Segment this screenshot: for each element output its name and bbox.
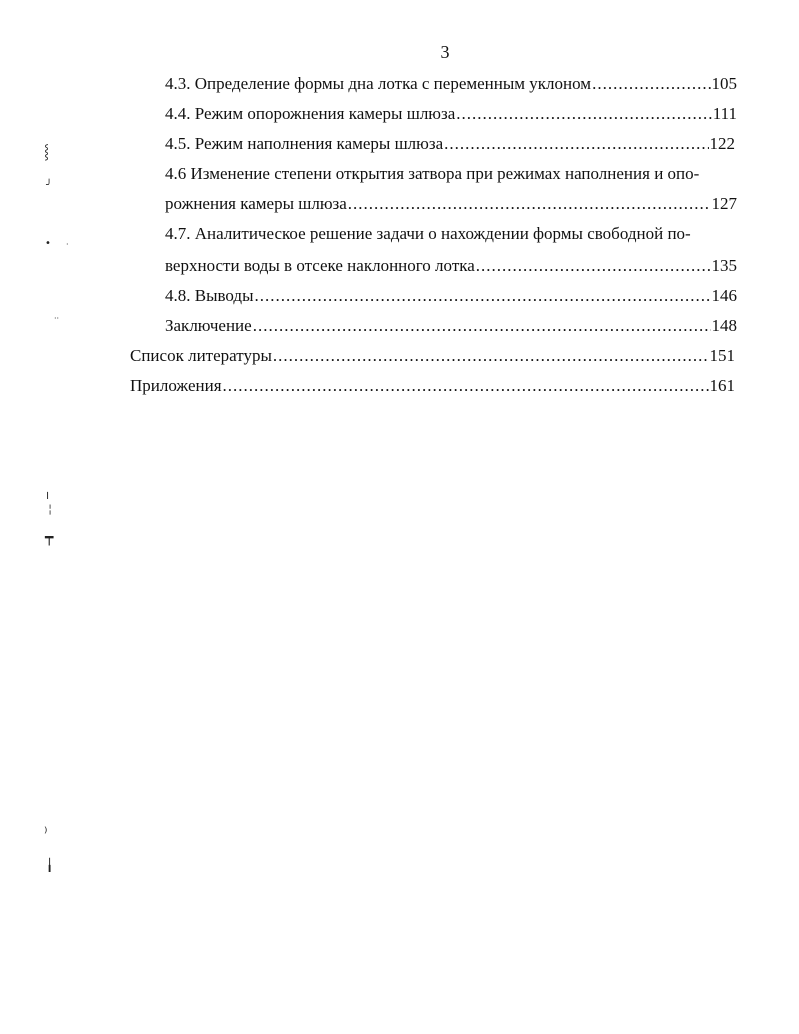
toc-entry-4-7 <box>165 256 737 276</box>
dot-leader <box>223 376 709 396</box>
toc-entry-page: 151 <box>709 346 735 365</box>
toc-entry-page: 127 <box>711 194 737 213</box>
toc-entry-conclusion <box>165 316 737 336</box>
toc-entry-title: рожнения камеры шлюза <box>165 194 347 213</box>
toc-entry-4-6 <box>165 194 737 214</box>
dot-leader <box>476 256 711 276</box>
scan-speck: • <box>45 238 51 249</box>
toc-entry-4-7-line1: 4.7. Аналитическое решение задачи о нахождении формы свободной по- <box>165 224 691 243</box>
toc-entry-4-8 <box>165 286 737 306</box>
dot-leader <box>444 134 708 154</box>
toc-entry-page: 161 <box>709 376 735 395</box>
dot-leader <box>255 286 711 306</box>
toc-entry-references <box>130 346 735 366</box>
toc-entry-title: 4.8. Выводы <box>165 286 254 305</box>
toc-entry-title: верхности воды в отсеке наклонного лотка <box>165 256 475 275</box>
dot-leader <box>456 104 711 124</box>
scan-speck: · <box>66 240 69 249</box>
toc-entry-title: 4.3. Определение формы дна лотка с переменным уклоном <box>165 74 592 93</box>
dot-leader <box>253 316 711 336</box>
scan-speck: ⸾ <box>44 144 50 160</box>
toc-entry-appendices <box>130 376 735 396</box>
scan-speck: ╎ <box>47 505 54 516</box>
toc-entry-page: 148 <box>711 316 737 335</box>
toc-entry-title: 4.5. Режим наполнения камеры шлюза <box>165 134 444 153</box>
toc-entry-page: 122 <box>709 134 735 153</box>
toc-entry-page: 135 <box>711 256 737 275</box>
dot-leader <box>592 74 710 94</box>
dot-leader <box>348 194 711 214</box>
scan-speck: ⁾ <box>44 825 48 841</box>
toc-entry-4-5 <box>165 134 735 154</box>
toc-entry-page: 146 <box>711 286 737 305</box>
scan-speck: ╷ <box>44 485 52 499</box>
toc-entry-title: Приложения <box>130 376 222 395</box>
toc-entry-4-3 <box>165 74 737 94</box>
scan-speck: ┯ <box>45 530 54 546</box>
scan-speck: ╽ <box>46 858 54 872</box>
toc-entry-title: Заключение <box>165 316 252 335</box>
toc-entry-4-4 <box>165 104 737 124</box>
scan-speck: ╯ <box>46 180 53 191</box>
toc-entry-title: Список литературы <box>130 346 272 365</box>
toc-entry-page: 111 <box>712 104 737 123</box>
scan-speck: ·· <box>54 314 60 323</box>
toc-entry-title: 4.4. Режим опорожнения камеры шлюза <box>165 104 456 123</box>
page-number: 3 <box>440 42 450 62</box>
toc-entry-page: 105 <box>711 74 737 93</box>
toc-entry-4-6-line1: 4.6 Изменение степени открытия затвора при режимах наполнения и опо- <box>165 164 700 183</box>
dot-leader <box>273 346 709 366</box>
